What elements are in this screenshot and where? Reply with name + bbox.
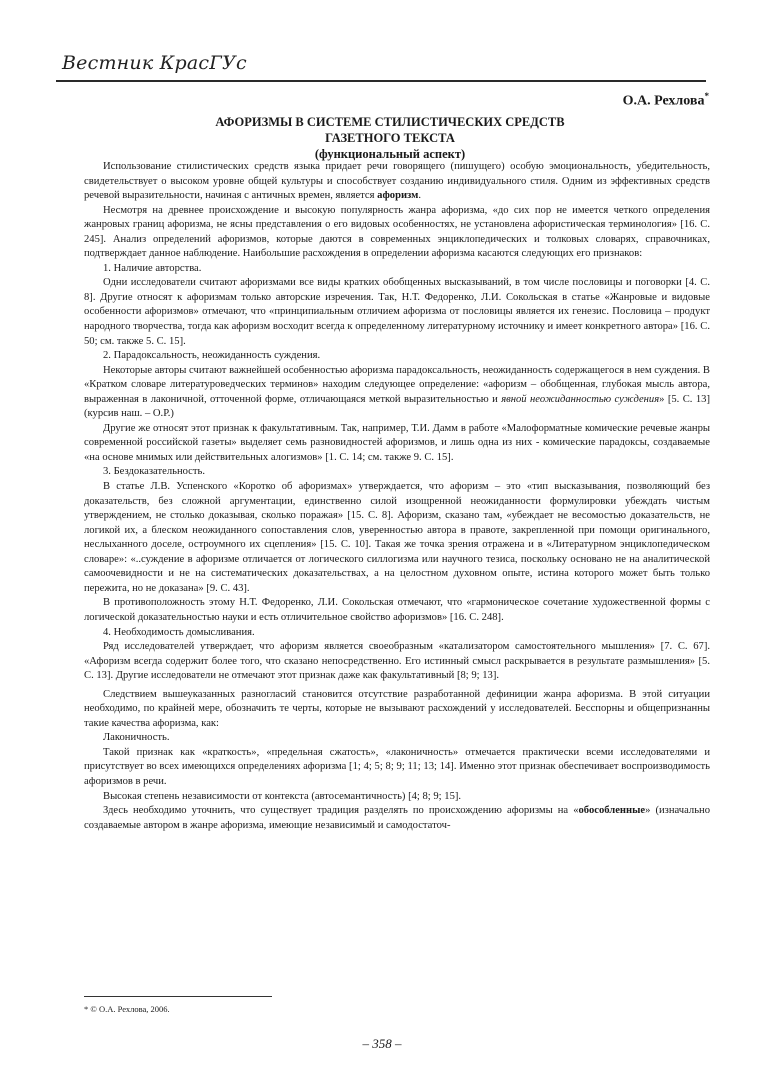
paragraph: Другие же относят этот признак к факультативным. Так, например, Т.И. Дамм в работе «Малоформатные комические речевые жанры современной российской газеты» выделяет семь разновидностей афоризмов, и лишь одна из них - комические парадоксы, создаваемые «на основе мнимых или действительных алогизмов» [1. С. 14; см. также 9. С. 15].	[84, 422, 710, 463]
footnote: * © О.А. Рехлова, 2006.	[84, 1004, 170, 1014]
author-name	[623, 91, 709, 110]
section-heading: 1. Наличие авторства.	[103, 262, 202, 274]
paragraph: Здесь необходимо уточнить, что существует традиция разделять по происхождению афоризмы на «обособленные» (изначально создаваемые автором в жанре афоризма, имеющие независимый и самодостаточ-	[84, 805, 711, 831]
paragraph: Использование стилистических средств языка придает речи говорящего (пишущего) особую эмоциональность, убедительность, свидетельствует о высоком уровне общей культуры и способствует созданию индивидуального стиля. Одним из эффективных средств речевой выразительности, начиная с античных времен, является афоризм.	[84, 161, 710, 202]
title-line-2: ГАЗЕТНОГО ТЕКСТА	[325, 131, 455, 145]
author-name-text: О.А. Рехлова	[622, 93, 705, 109]
paragraph: В противоположность этому Н.Т. Федоренко, Л.И. Сокольская отмечают, что «гармоническое сочетание художественной формы с логической доказательностью науки и есть отличительное свойство афоризмов» [16. С. 248].	[84, 597, 710, 623]
paragraph: Несмотря на древнее происхождение и высокую популярность жанра афоризма, «до сих пор не имеется четкого определения жанровых границ афоризма, не ясны представления о его видовых особенностях, не установлена афористическая терминология» [16. С. 245]. Анализ определений афоризмов, которые даются в современных энциклопедических и толковых словарях, справочниках, подтверждает данное наблюдение. Наибольшие расхождения в определении афоризма касаются следующих его признаков:	[84, 204, 710, 260]
section-heading: 4. Необходимость домысливания.	[103, 626, 255, 638]
paragraph: Высокая степень независимости от контекста (автосемантичность) [4; 8; 9; 15].	[103, 790, 462, 802]
article-body	[84, 160, 710, 833]
paragraph: Некоторые авторы считают важнейшей особенностью афоризма парадоксальность, неожиданность содержащегося в нем суждения. В «Кратком словаре литературоведческих терминов» находим следующее определение: «афоризм – обобщенная, глубокая мысль автора, выраженная в лаконичной, отточенной форме, отличающаяся меткой выразительностью и явной неожиданностью суждения» [5. С. 13] (курсив наш. – О.Р.)	[84, 364, 710, 420]
section-heading: 2. Парадоксальность, неожиданность суждения.	[103, 350, 321, 362]
paragraph: Следствием вышеуказанных разногласий становится отсутствие разработанной дефиниции жанра афоризма. В этой ситуации необходимо, по крайней мере, обозначить те черты, которые не вызывают расхождений у исследователей. Бесспорны и общепризнанны такие качества афоризма, как:	[84, 688, 710, 729]
section-heading: 3. Бездоказательность.	[103, 466, 205, 478]
paragraph: Такой признак как «краткость», «предельная сжатость», «лаконичность» отмечается практически всеми исследователями и присутствует во всех имеющихся определениях афоризма [1; 4; 5; 8; 9; 11; 13; 14]. Именно этот признак обеспечивает воспроизводимость афоризмов в речи.	[84, 746, 710, 787]
author-footnote-mark: *	[704, 91, 709, 101]
journal-title: Вестник КрасГУс	[62, 52, 247, 74]
title-subtitle: (функциональный аспект)	[314, 147, 466, 161]
page-number: – 358 –	[362, 1036, 402, 1051]
section-heading: Лаконичность.	[103, 732, 170, 744]
title-line-1: АФОРИЗМЫ В СИСТЕМЕ СТИЛИСТИЧЕСКИХ СРЕДСТВ	[215, 115, 565, 129]
article-title	[80, 114, 700, 162]
paragraph: Ряд исследователей утверждает, что афоризм является своеобразным «катализатором самостоятельного мышления» [7. С. 67]. «Афоризм всегда содержит более того, что сказано непосредственно. Его истинный смысл раскрывается в результате размышления» [5. С. 13]. Другие исследователи не отмечают этот признак даже как факультативный [8; 9; 13].	[84, 641, 710, 682]
paragraph: Одни исследователи считают афоризмами все виды кратких обобщенных высказываний, в том числе пословицы и поговорки [4. С. 8]. Другие относят к афоризмам только авторские изречения. Так, Н.Т. Федоренко, Л.И. Сокольская в статье «Жанровые и видовые особенности афоризмов» отмечают, что «принципиальным отличием афоризма от пословицы является их генезис. Пословица – продукт народного творчества, тогда как афоризм восходит всегда к определенному литературному источнику и имеет конкретного автора» [16. С. 50; см. также 5. С. 15].	[84, 277, 710, 347]
footnote-rule	[84, 996, 272, 997]
header-rule	[56, 80, 706, 82]
paragraph: В статье Л.В. Успенского «Коротко об афоризмах» утверждается, что афоризм – это «тип высказывания, позволяющий без доказательств, без сложной аргументации, единственно силой изощренной неожиданности формулировки убеждать чистым утверждением, не столько доказывая, сколько поражая» [15. С. 8]. Афоризм, сказано там, «убеждает не весомостью доказательств, не логикой их, а блеском неожиданного сопоставления слов, уверенностью автора в правоте, закрепленной при помощи оригинального, неслыханного доселе, остроумного их сцепления» [15. С. 10]. Такая же точка зрения отражена и в «Литературном энциклопедическом словаре»: «..суждение в афоризме отличается от логического силлогизма или научного тезиса, поскольку основано не на аналитической самоочевидности и не на систематических доказательствах, а на целостном духовном опыте, истина которого может быть только пережита, но не доказана» [9. С. 43].	[84, 481, 710, 594]
